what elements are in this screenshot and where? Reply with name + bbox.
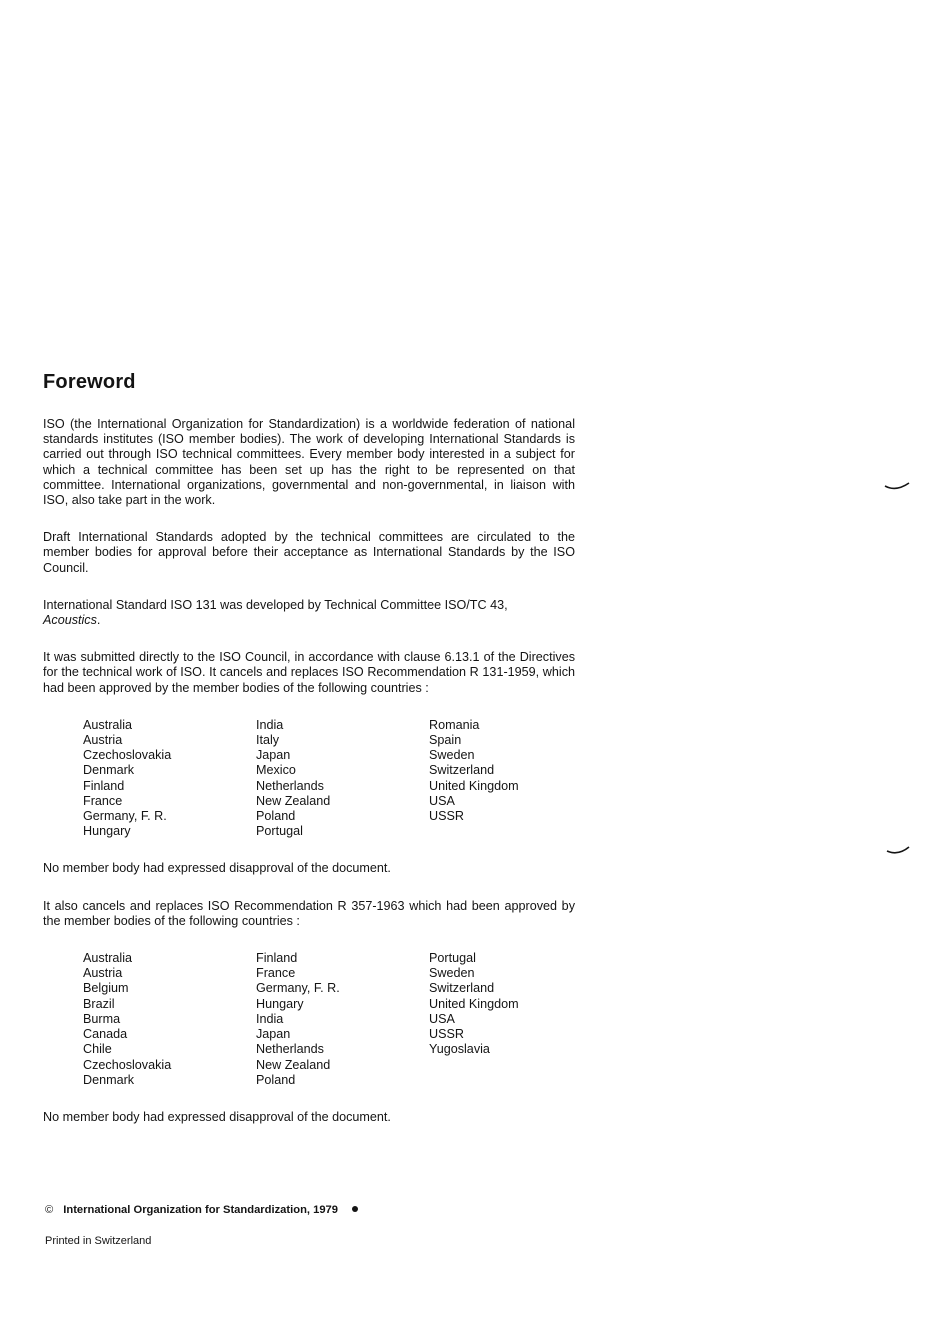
- country-name: Switzerland: [429, 981, 495, 996]
- country-name: Denmark: [83, 1072, 135, 1087]
- country-name: Germany, F. R.: [83, 809, 167, 824]
- country-name: Japan: [256, 1027, 291, 1042]
- country-list-r131: [83, 718, 575, 840]
- country-name: Austria: [83, 966, 123, 981]
- country-name: France: [83, 793, 123, 808]
- margin-mark-icon: [886, 845, 910, 857]
- country-name: Sweden: [429, 748, 475, 763]
- country-name: Czechoslovakia: [83, 748, 172, 763]
- country-name: Austria: [83, 733, 123, 748]
- country-name: Poland: [256, 1072, 296, 1087]
- country-name: Finland: [256, 951, 298, 966]
- country-name: Poland: [256, 809, 296, 824]
- copyright-organization: International Organization for Standardization, 1979: [63, 1204, 339, 1216]
- country-name: Netherlands: [256, 778, 324, 793]
- bullet-icon: [352, 1206, 358, 1212]
- country-column: [256, 718, 429, 840]
- country-name: Japan: [256, 748, 291, 763]
- country-name: Yugoslavia: [429, 1042, 490, 1057]
- foreword-section: [43, 368, 575, 1147]
- country-column: [83, 718, 256, 840]
- country-name: India: [256, 1011, 284, 1026]
- printed-location: Printed in Switzerland: [45, 1235, 152, 1247]
- country-name: Romania: [429, 717, 480, 732]
- country-name: United Kingdom: [429, 996, 519, 1011]
- country-name: USA: [429, 793, 455, 808]
- development-period: .: [96, 613, 101, 628]
- country-column: [429, 951, 579, 1088]
- country-name: Switzerland: [429, 763, 495, 778]
- country-name: New Zealand: [256, 1057, 331, 1072]
- margin-mark-icon: [884, 480, 910, 492]
- country-name: Burma: [83, 1011, 121, 1026]
- country-name: Denmark: [83, 763, 135, 778]
- country-name: Brazil: [83, 996, 115, 1011]
- page-title: Foreword: [43, 371, 136, 393]
- country-name: Hungary: [256, 996, 304, 1011]
- country-name: USSR: [429, 809, 464, 824]
- country-name: USSR: [429, 1027, 464, 1042]
- committee-name: Acoustics: [43, 613, 97, 628]
- country-name: Mexico: [256, 763, 296, 778]
- country-name: Australia: [83, 951, 132, 966]
- country-name: United Kingdom: [429, 778, 519, 793]
- country-name: Portugal: [429, 951, 476, 966]
- country-name: Czechoslovakia: [83, 1057, 172, 1072]
- paragraph-iso-description: ISO (the International Organization for Standardization) is a worldwide federation of national standards institutes (ISO member bodies). The work of developing International Standards is carried out through ISO technical committees. Every member body interested in a subject for which a technical committee has been set up has the right to be represented on that committee. International organizations, governmental and non-governmental, in liaison with ISO, also take part in the work.: [43, 417, 575, 508]
- country-name: Sweden: [429, 966, 475, 981]
- country-name: Australia: [83, 717, 132, 732]
- country-name: India: [256, 717, 284, 732]
- paragraph-no-disapproval-r131: No member body had expressed disapproval of the document.: [43, 861, 391, 876]
- country-name: Chile: [83, 1042, 112, 1057]
- country-name: Portugal: [256, 824, 303, 839]
- country-column: [83, 951, 256, 1088]
- country-name: Finland: [83, 778, 125, 793]
- paragraph-development: [43, 598, 575, 628]
- country-list-r357: [83, 951, 575, 1088]
- country-column: [256, 951, 429, 1088]
- paragraph-no-disapproval-r357: No member body had expressed disapproval of the document.: [43, 1109, 391, 1124]
- country-name: Italy: [256, 733, 280, 748]
- copyright-line: [45, 1202, 358, 1218]
- country-name: Belgium: [83, 981, 129, 996]
- copyright-symbol: ©: [45, 1204, 54, 1216]
- country-name: Spain: [429, 733, 462, 748]
- country-name: New Zealand: [256, 793, 331, 808]
- paragraph-submission-r131: It was submitted directly to the ISO Council, in accordance with clause 6.13.1 of the Directives for the technical work of ISO. It cancels and replaces ISO Recommendation R 131-1959, which had been approved by the member bodies of the following countries :: [43, 650, 575, 695]
- country-name: France: [256, 966, 296, 981]
- country-name: USA: [429, 1011, 455, 1026]
- development-text: International Standard ISO 131 was developed by Technical Committee ISO/TC 43,: [43, 597, 508, 612]
- paragraph-submission-r357: It also cancels and replaces ISO Recommendation R 357-1963 which had been approved by the member bodies of the following countries :: [43, 898, 575, 928]
- country-name: Netherlands: [256, 1042, 324, 1057]
- paragraph-draft-standards: Draft International Standards adopted by the technical committees are circulated to the member bodies for approval before their acceptance as International Standards by the ISO Council.: [43, 530, 575, 575]
- country-name: Canada: [83, 1027, 128, 1042]
- country-name: Germany, F. R.: [256, 981, 340, 996]
- country-name: Hungary: [83, 824, 131, 839]
- country-column: [429, 718, 579, 840]
